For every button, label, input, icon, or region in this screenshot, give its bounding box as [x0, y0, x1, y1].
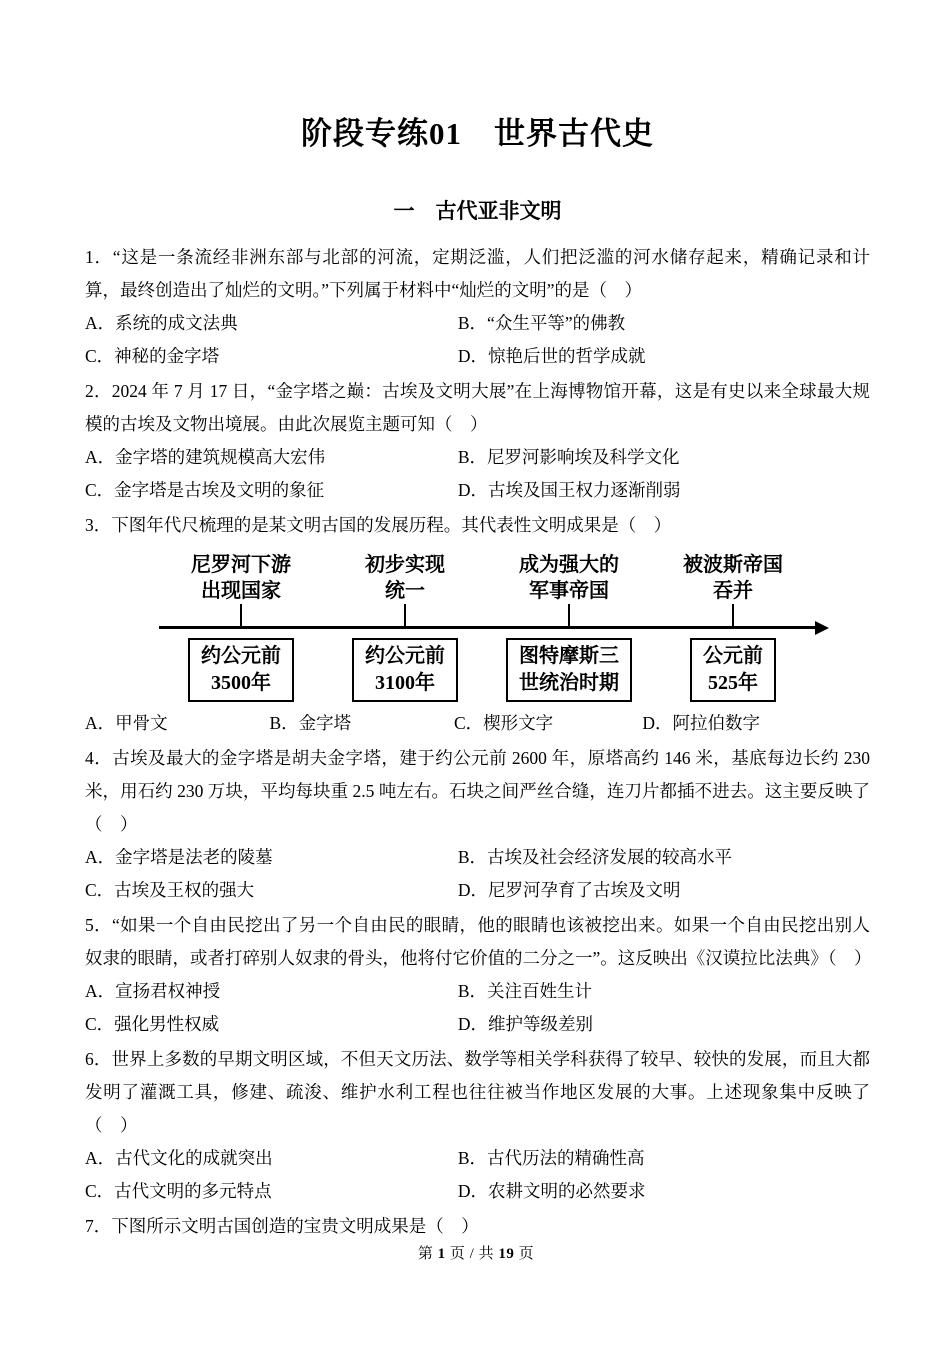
footer-prefix: 第 — [417, 1246, 438, 1262]
timeline-label-line: 吞并 — [713, 580, 753, 602]
timeline-date-box-2 — [352, 638, 458, 702]
question-6 — [85, 1043, 870, 1208]
timeline-box-cell — [159, 638, 323, 702]
timeline-tick-cell — [159, 604, 323, 626]
option-c: C．金字塔是古埃及文明的象征 — [85, 480, 325, 500]
timeline-box-cell — [487, 638, 651, 702]
option-a: A．金字塔是法老的陵墓 — [85, 847, 273, 867]
footer-middle: 页 / 共 — [445, 1246, 499, 1262]
question-7 — [85, 1210, 870, 1243]
question-4-stem: 4．古埃及最大的金字塔是胡夫金字塔，建于约公元前 2600 年，原塔高约 146 米，基底每边长约 230 米，用石约 230 万块，平均每块重 2.5 吨左右。石块之间严丝合缝，连刀片都插不进去。这主要反映了（ ） — [85, 748, 870, 834]
footer-page-number: 1 — [437, 1246, 446, 1262]
exam-title: 阶段专练01 世界古代史 — [301, 116, 654, 151]
timeline-labels — [159, 552, 815, 604]
question-1 — [85, 241, 870, 373]
timeline-label-line: 出现国家 — [201, 580, 281, 602]
footer-total-pages: 19 — [498, 1246, 515, 1262]
timeline-box-line: 525年 — [708, 672, 758, 694]
timeline-label-line: 初步实现 — [365, 554, 445, 576]
timeline-boxes — [159, 638, 815, 702]
option-c: C．古埃及王权的强大 — [85, 880, 255, 900]
timeline-tick-cell — [651, 604, 815, 626]
option-b: B．关注百姓生计 — [457, 981, 593, 1001]
option-c: C．古代文明的多元特点 — [85, 1181, 272, 1201]
timeline-tick — [568, 604, 570, 626]
timeline-tick-cell — [323, 604, 487, 626]
timeline-date-box-3 — [506, 638, 632, 702]
question-5 — [85, 909, 870, 1041]
option-d: D．维护等级差别 — [457, 1014, 594, 1034]
timeline-tick — [732, 604, 734, 626]
question-2-stem: 2．2024 年 7 月 17 日，“金字塔之巅：古埃及文明大展”在上海博物馆开幕，这是有史以来全球最大规模的古埃及文物出境展。由此次展览主题可知（ ） — [85, 381, 870, 434]
option-a: A．古代文化的成就突出 — [85, 1148, 273, 1168]
timeline-ticks — [159, 604, 815, 626]
timeline-label-line: 尼罗河下游 — [191, 554, 291, 576]
option-a: A．金字塔的建筑规模高大宏伟 — [85, 447, 326, 467]
timeline-box-line: 图特摩斯三 — [519, 645, 619, 667]
question-2 — [85, 375, 870, 507]
question-6-stem: 6．世界上多数的早期文明区域，不但天文历法、数学等相关学科获得了较早、较快的发展，而且大都发明了灌溉工具，修建、疏浚、维护水利工程也往往被当作地区发展的大事。上述现象集中反映了（ ） — [85, 1049, 870, 1135]
question-5-options — [85, 975, 870, 1041]
footer-suffix: 页 — [514, 1246, 535, 1262]
option-d: D．农耕文明的必然要求 — [457, 1181, 646, 1201]
option-c: C．楔形文字 — [453, 713, 554, 733]
question-6-options — [85, 1142, 870, 1208]
question-2-options — [85, 441, 870, 507]
timeline-box-line: 3100年 — [375, 672, 435, 694]
timeline-label-line: 成为强大的 — [519, 554, 619, 576]
question-4 — [85, 742, 870, 907]
timeline-tick — [404, 604, 406, 626]
question-3-options — [85, 707, 870, 740]
question-7-stem: 7．下图所示文明古国创造的宝贵文明成果是（ ） — [85, 1216, 479, 1236]
timeline-event-2-label — [323, 552, 487, 604]
timeline-box-line: 公元前 — [703, 645, 763, 667]
option-a: A．系统的成文法典 — [85, 313, 238, 333]
option-b: B．古埃及社会经济发展的较高水平 — [457, 847, 733, 867]
question-3-stem: 3．下图年代尺梳理的是某文明古国的发展历程。其代表性文明成果是（ ） — [85, 515, 672, 535]
timeline-box-line: 3500年 — [211, 672, 271, 694]
question-4-options — [85, 841, 870, 907]
timeline-box-cell — [651, 638, 815, 702]
timeline-box-cell — [323, 638, 487, 702]
option-b: B．尼罗河影响埃及科学文化 — [457, 447, 680, 467]
timeline-label-line: 被波斯帝国 — [683, 554, 783, 576]
question-1-stem: 1．“这是一条流经非洲东部与北部的河流，定期泛滥，人们把泛滥的河水储存起来，精确记录和计算，最终创造出了灿烂的文明。”下列属于材料中“灿烂的文明”的是（ ） — [85, 247, 870, 300]
question-3 — [85, 509, 870, 740]
timeline-label-line: 军事帝国 — [529, 580, 609, 602]
timeline-tick — [240, 604, 242, 626]
section-heading: 一 古代亚非文明 — [393, 199, 562, 223]
question-5-stem: 5．“如果一个自由民挖出了另一个自由民的眼睛，他的眼睛也该被挖出来。如果一个自由民挖出别人奴隶的眼睛，或者打碎别人奴隶的骨头，他将付它价值的二分之一”。这反映出《汉谟拉比法典》（ ） — [85, 915, 872, 968]
option-b: B．古代历法的精确性高 — [457, 1148, 645, 1168]
timeline-box-line: 世统治时期 — [519, 672, 619, 694]
timeline-event-4-label — [651, 552, 815, 604]
timeline-event-1-label — [159, 552, 323, 604]
question-1-options — [85, 307, 870, 373]
timeline-tick-cell — [487, 604, 651, 626]
timeline-diagram — [159, 552, 815, 702]
page-footer — [0, 1242, 952, 1263]
timeline-date-box-4 — [690, 638, 776, 702]
option-b: B．金字塔 — [269, 713, 352, 733]
option-d: D．阿拉伯数字 — [642, 713, 760, 733]
timeline-box-line: 约公元前 — [201, 645, 281, 667]
timeline-axis-arrow — [159, 626, 815, 629]
option-c: C．神秘的金字塔 — [85, 346, 220, 366]
timeline-date-box-1 — [188, 638, 294, 702]
option-a: A．甲骨文 — [85, 713, 168, 733]
option-c: C．强化男性权威 — [85, 1014, 220, 1034]
timeline-event-3-label — [487, 552, 651, 604]
timeline-label-line: 统一 — [385, 580, 425, 602]
option-a: A．宣扬君权神授 — [85, 981, 221, 1001]
option-d: D．尼罗河孕育了古埃及文明 — [457, 880, 681, 900]
option-d: D．惊艳后世的哲学成就 — [457, 346, 646, 366]
option-d: D．古埃及国王权力逐渐削弱 — [457, 480, 681, 500]
option-b: B．“众生平等”的佛教 — [457, 313, 626, 333]
timeline-box-line: 约公元前 — [365, 645, 445, 667]
